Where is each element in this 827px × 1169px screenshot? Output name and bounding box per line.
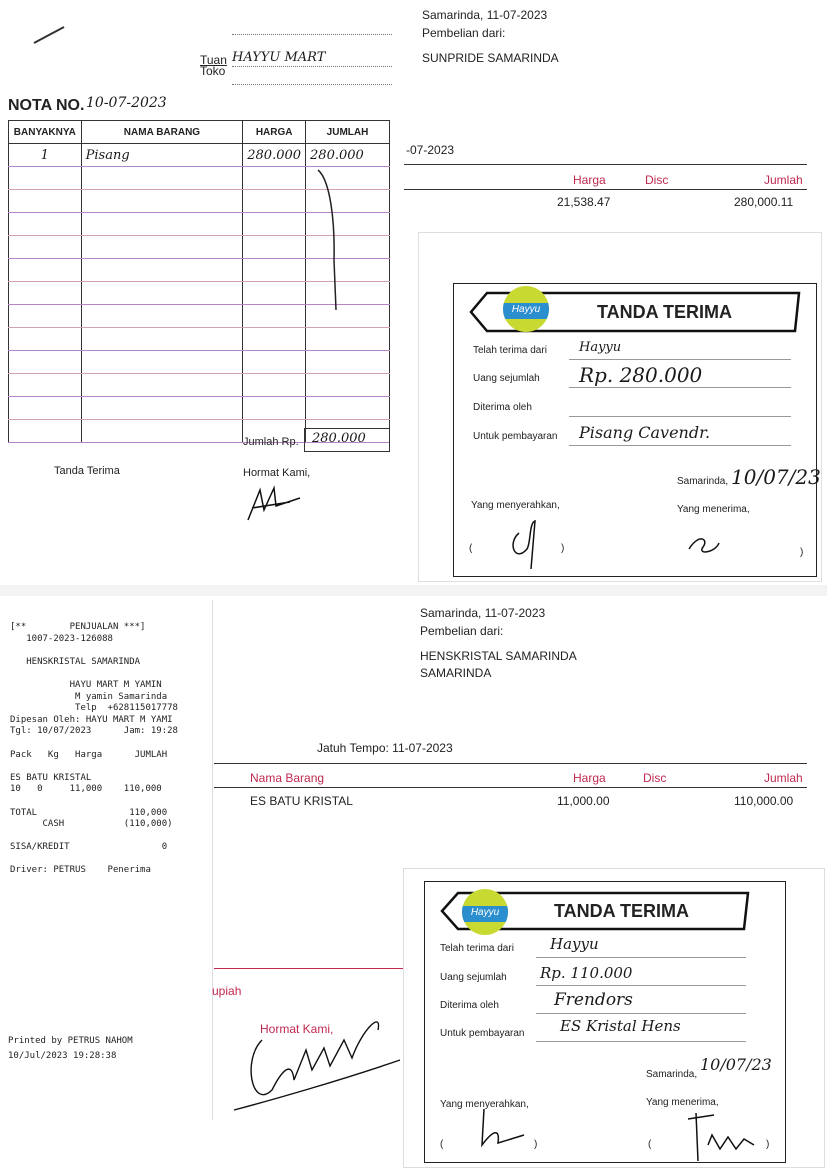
item-qty: 1 [9,144,82,167]
table-row [9,374,390,397]
tanda1-label-diterima: Diterima oleh [473,402,532,413]
tanda1-signature-right [685,529,725,559]
receipt-line [10,761,178,773]
col-banyaknya: BANYAKNYA [9,121,82,144]
nota-ditto-line [310,160,350,320]
invoice2-header-rule-bottom [214,787,807,788]
invoice1-pembelian: Pembelian dari: [422,26,506,40]
nota-line-2 [232,66,392,67]
tanda2-logo: Hayyu [462,889,508,935]
receipt-line: Driver: PETRUS Penerima [10,865,151,876]
nota-tuan-label: Tuan [200,53,227,67]
invoice2-signature [232,1000,402,1115]
nota-tuan-value: HAYYU MART [232,50,326,65]
tanda2-line-4 [536,1041,746,1042]
tanda1-line-1 [569,359,791,360]
tanda2-paren-right-close: ) [766,1139,770,1150]
receipt-line [10,645,178,657]
tanda2-label-dari: Telah terima dari [440,943,514,954]
tanda2-paren-mid: ) [534,1139,538,1150]
receipt-line: HAYU MART M YAMIN [10,679,162,690]
nota-signature [240,480,310,530]
invoice2-supplier: HENSKRISTAL SAMARINDA [420,649,577,663]
tanda2-line-3 [536,1013,746,1014]
invoice2-pembelian: Pembelian dari: [420,624,504,638]
nota-corner-mark [34,26,65,44]
receipt-line: 1007-2023-126088 [10,633,113,644]
nota-jumlah-value: 280.000 [312,431,366,446]
tanda1-line-2 [569,387,791,388]
col-nama-barang: NAMA BARANG [81,121,243,144]
invoice2-footer-rule [214,968,404,969]
invoice2-city: SAMARINDA [420,666,492,680]
receipt-line [10,854,178,866]
receipt-line: Telp +628115017778 [10,703,178,714]
tanda2-signature-right [684,1105,774,1165]
tanda1-label-sejumlah: Uang sejumlah [473,373,540,384]
invoice1-partial-date: -07-2023 [406,143,455,157]
invoice2-jatuh-tempo: Jatuh Tempo: 11-07-2023 [317,741,453,755]
receipt-line: HENSKRISTAL SAMARINDA [10,656,141,667]
tanda1-title: TANDA TERIMA [597,302,732,322]
invoice2-rupiah-partial: upiah [212,984,242,998]
invoice2-col-jumlah: Jumlah [764,771,803,785]
receipt-line: M yamin Samarinda [10,691,168,702]
invoice1-header-rule-top [404,164,807,165]
tanda1-paren-left: ( [469,543,473,554]
nota-line-1 [232,34,392,35]
receipt-line [10,668,178,680]
tanda1-paper [418,232,822,582]
tanda2-date: 10/07/23 [700,1055,772,1074]
invoice1-col-jumlah: Jumlah [764,173,803,187]
tanda2-yang-menyerahkan: Yang menyerahkan, [440,1099,529,1110]
tanda2-value-dari: Hayyu [550,935,599,953]
invoice1-col-disc: Disc [645,173,669,187]
receipt-line: TOTAL 110,000 [10,807,168,818]
receipt-lines [10,622,178,877]
nota-hormat-kami: Hormat Kami, [243,467,311,479]
invoice2-header-rule-top [214,763,807,764]
receipt-line: Dipesan Oleh: HAYU MART M YAMI [10,714,173,725]
tanda1-logo: Hayyu [503,286,549,332]
table-row [9,351,390,374]
tanda2-value-diterima: Frendors [554,990,633,1010]
tanda2-paren-left: ( [440,1139,444,1150]
nota-toko-label: Toko [200,64,226,78]
tanda2-value-pembayaran: ES Kristal Hens [560,1017,681,1035]
tanda1-value-sejumlah: Rp. 280.000 [579,363,703,387]
nota-jumlah-label: Jumlah Rp. [243,436,299,448]
tanda1-value-dari: Hayyu [579,340,622,355]
col-jumlah: JUMLAH [306,121,390,144]
invoice2-item: ES BATU KRISTAL [250,794,353,808]
tanda1-value-pembayaran: Pisang Cavendr. [579,423,711,442]
tanda2-paren-right-open: ( [648,1139,652,1150]
invoice2-col-harga: Harga [573,771,606,785]
invoice2-col-nama: Nama Barang [250,771,325,785]
tanda1-paren-mid: ) [561,543,565,554]
receipt-line: [** PENJUALAN ***] [10,622,146,632]
item-name: Pisang [81,144,243,167]
invoice2-col-disc: Disc [643,771,667,785]
tanda2-label-diterima: Diterima oleh [440,1000,499,1011]
col-harga: HARGA [243,121,306,144]
receipt-line: Pack Kg Harga JUMLAH [10,749,168,760]
invoice1-col-harga: Harga [573,173,606,187]
tanda2-yang-menerima: Yang menerima, [646,1097,719,1108]
tanda2-line-1 [536,957,746,958]
tanda1-city: Samarinda, [677,476,729,487]
invoice1-jumlah: 280,000.11 [734,195,794,209]
invoice2-date: Samarinda, 11-07-2023 [420,606,546,620]
receipt-line: Tgl: 10/07/2023 Jam: 19:28 [10,726,178,737]
item-harga: 280.000 [243,144,306,167]
tanda2-line-2 [536,985,746,986]
tanda1-date: 10/07/23 [731,465,821,489]
tanda2-paper [403,868,825,1168]
receipt-line: ES BATU KRISTAL [10,772,92,783]
receipt-line: SISA/KREDIT 0 [10,842,168,853]
tanda2-city: Samarinda, [646,1069,698,1080]
receipt-line: 10 0 11,000 110,000 [10,784,162,795]
tanda1-signature-left [505,503,555,573]
item-jumlah: 280.000 [306,144,390,167]
nota-sheet [0,0,404,548]
receipt-line: CASH (110,000) [10,819,173,830]
tanda1-yang-menyerahkan: Yang menyerahkan, [471,500,560,511]
receipt [0,600,213,1120]
receipt-printed-at: 10/Jul/2023 19:28:38 [8,1051,117,1061]
tanda1-label-pembayaran: Untuk pembayaran [473,431,558,442]
tanda1-line-4 [569,445,791,446]
invoice1-supplier: SUNPRIDE SAMARINDA [422,51,559,65]
invoice1-date: Samarinda, 11-07-2023 [422,8,548,22]
tanda2-signature-left [464,1099,534,1159]
receipt-line [10,796,178,808]
invoice2-hormat-kami: Hormat Kami, [260,1022,334,1036]
nota-line-3 [232,84,392,85]
nota-title: NOTA NO. [8,97,85,114]
invoice1-header-rule-bottom [404,189,807,190]
receipt-line [10,831,178,843]
receipt-printed-by: Printed by PETRUS NAHOM [8,1036,133,1046]
table-row [9,397,390,420]
invoice1-harga: 21,538.47 [557,195,611,209]
tanda2-value-sejumlah: Rp. 110.000 [540,964,633,982]
nota-header-row [9,121,390,144]
tanda1-line-3 [569,416,791,417]
table-row [9,328,390,351]
nota-number: 10-07-2023 [86,95,167,111]
tanda1-yang-menerima: Yang menerima, [677,504,750,515]
tanda2-title: TANDA TERIMA [554,901,689,921]
tanda2-label-pembayaran: Untuk pembayaran [440,1028,525,1039]
tanda1-paren-right: ) [800,547,804,558]
invoice2-harga: 11,000.00 [557,794,610,808]
tanda1-label-dari: Telah terima dari [473,345,547,356]
invoice2-jumlah: 110,000.00 [734,794,794,808]
nota-tanda-terima: Tanda Terima [54,465,120,477]
receipt-line [10,738,178,750]
tanda2-label-sejumlah: Uang sejumlah [440,972,507,983]
